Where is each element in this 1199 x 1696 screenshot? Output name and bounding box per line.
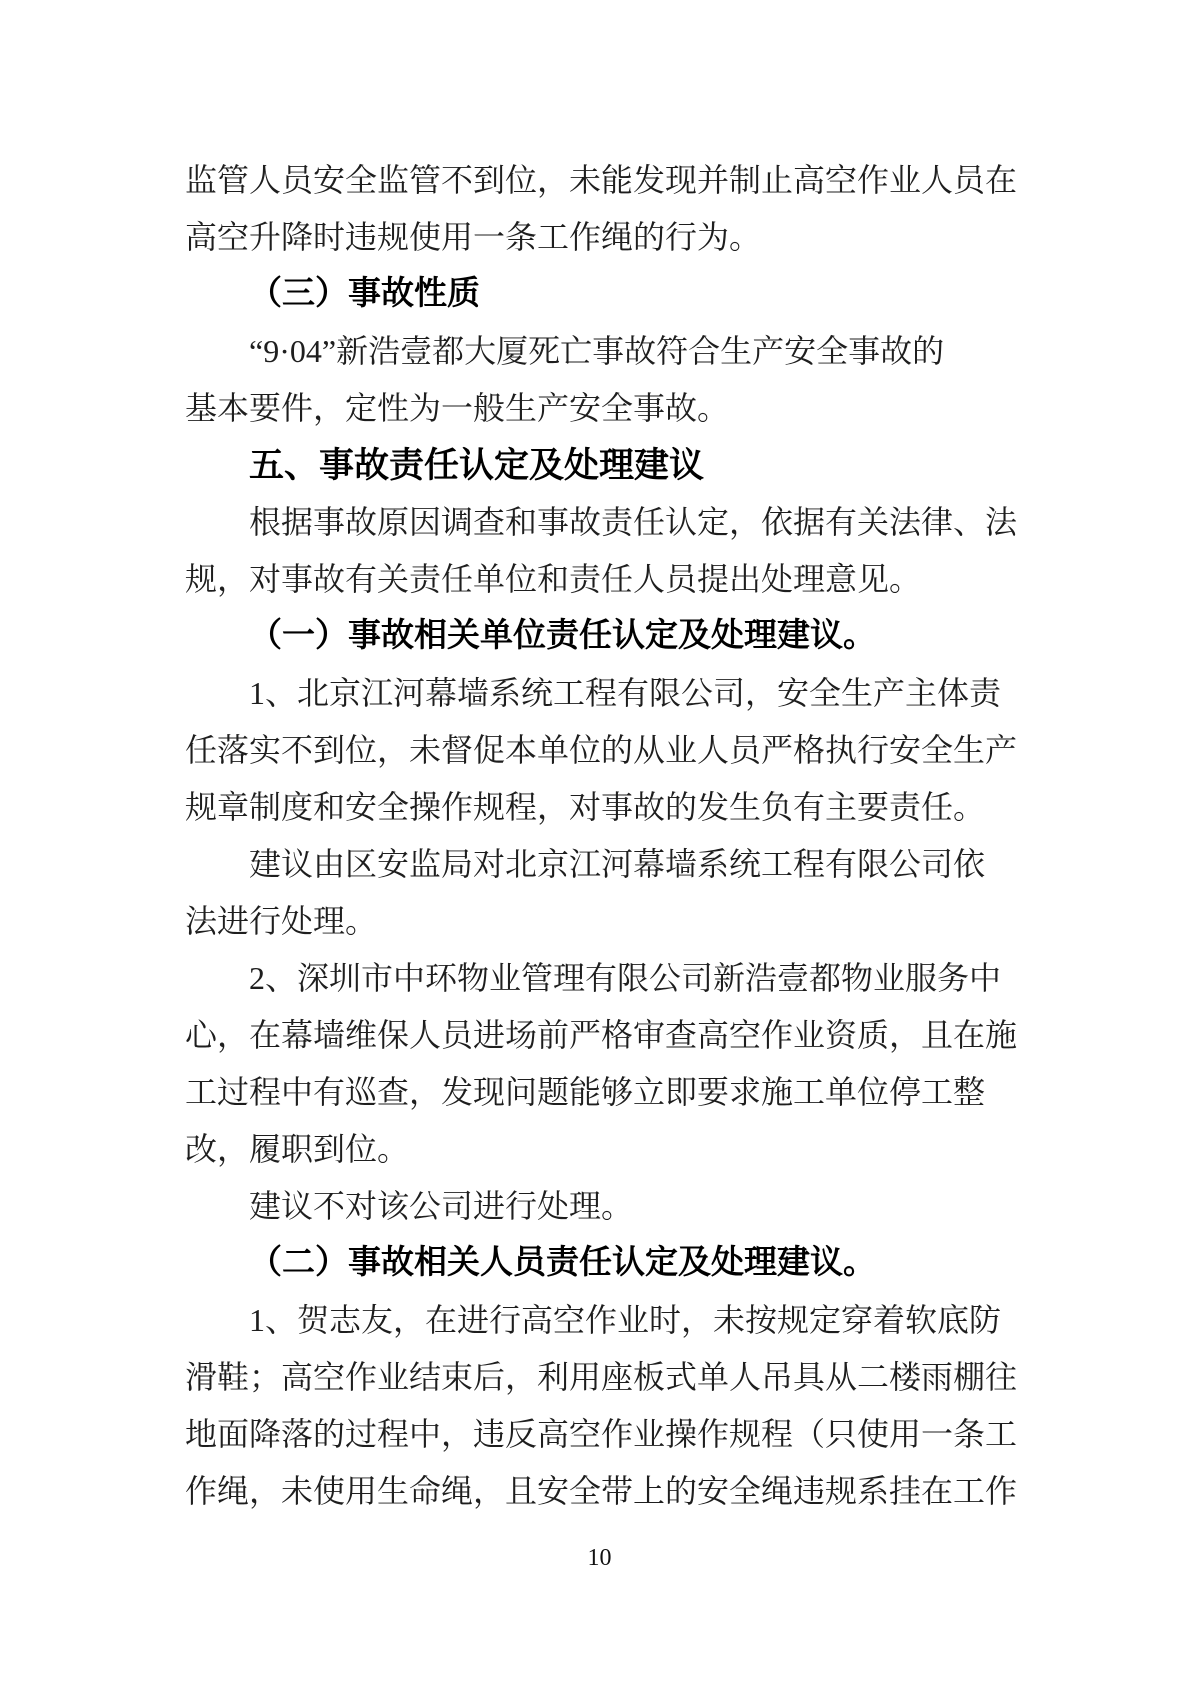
text-line: 规章制度和安全操作规程，对事故的发生负有主要责任。 (185, 789, 986, 825)
text-line: 作绳，未使用生命绳，且安全带上的安全绳违规系挂在工作 (185, 1473, 1018, 1509)
text-line: 地面降落的过程中，违反高空作业操作规程（只使用一条工 (185, 1416, 1018, 1452)
text-line: 规，对事故有关责任单位和责任人员提出处理意见。 (185, 561, 922, 597)
text-content (185, 152, 1025, 1520)
text-line: 建议由区安监局对北京江河幕墙系统工程有限公司依 (249, 846, 986, 882)
text-line: 1、北京江河幕墙系统工程有限公司，安全生产主体责 (249, 675, 1002, 711)
text-line: “9·04”新浩壹都大厦死亡事故符合生产安全事故的 (249, 333, 945, 369)
text-line: 滑鞋；高空作业结束后，利用座板式单人吊具从二楼雨棚往 (185, 1359, 1018, 1395)
heading-line: （二）事故相关人员责任认定及处理建议。 (249, 1245, 876, 1281)
text-line: 基本要件，定性为一般生产安全事故。 (185, 390, 730, 426)
text-line: 工过程中有巡查，发现问题能够立即要求施工单位停工整 (185, 1074, 986, 1110)
text-line: 2、深圳市中环物业管理有限公司新浩壹都物业服务中 (249, 960, 1002, 996)
text-line: 监管人员安全监管不到位，未能发现并制止高空作业人员在 (185, 162, 1018, 198)
text-line: 根据事故原因调查和事故责任认定，依据有关法律、法 (249, 504, 1018, 540)
text-line: 法进行处理。 (185, 903, 378, 939)
heading-line: （三）事故性质 (249, 276, 480, 312)
heading-line: （一）事故相关单位责任认定及处理建议。 (249, 618, 876, 654)
text-line: 改，履职到位。 (185, 1131, 410, 1167)
text-line: 高空升降时违规使用一条工作绳的行为。 (185, 219, 762, 255)
text-line: 心，在幕墙维保人员进场前严格审查高空作业资质，且在施 (185, 1017, 1018, 1053)
text-line: 建议不对该公司进行处理。 (249, 1188, 634, 1224)
page-number: 10 (587, 1545, 612, 1571)
text-line: 任落实不到位，未督促本单位的从业人员严格执行安全生产 (185, 732, 1018, 768)
text-line: 1、贺志友，在进行高空作业时，未按规定穿着软底防 (249, 1302, 1002, 1338)
heading-line: 五、事故责任认定及处理建议 (249, 446, 705, 485)
